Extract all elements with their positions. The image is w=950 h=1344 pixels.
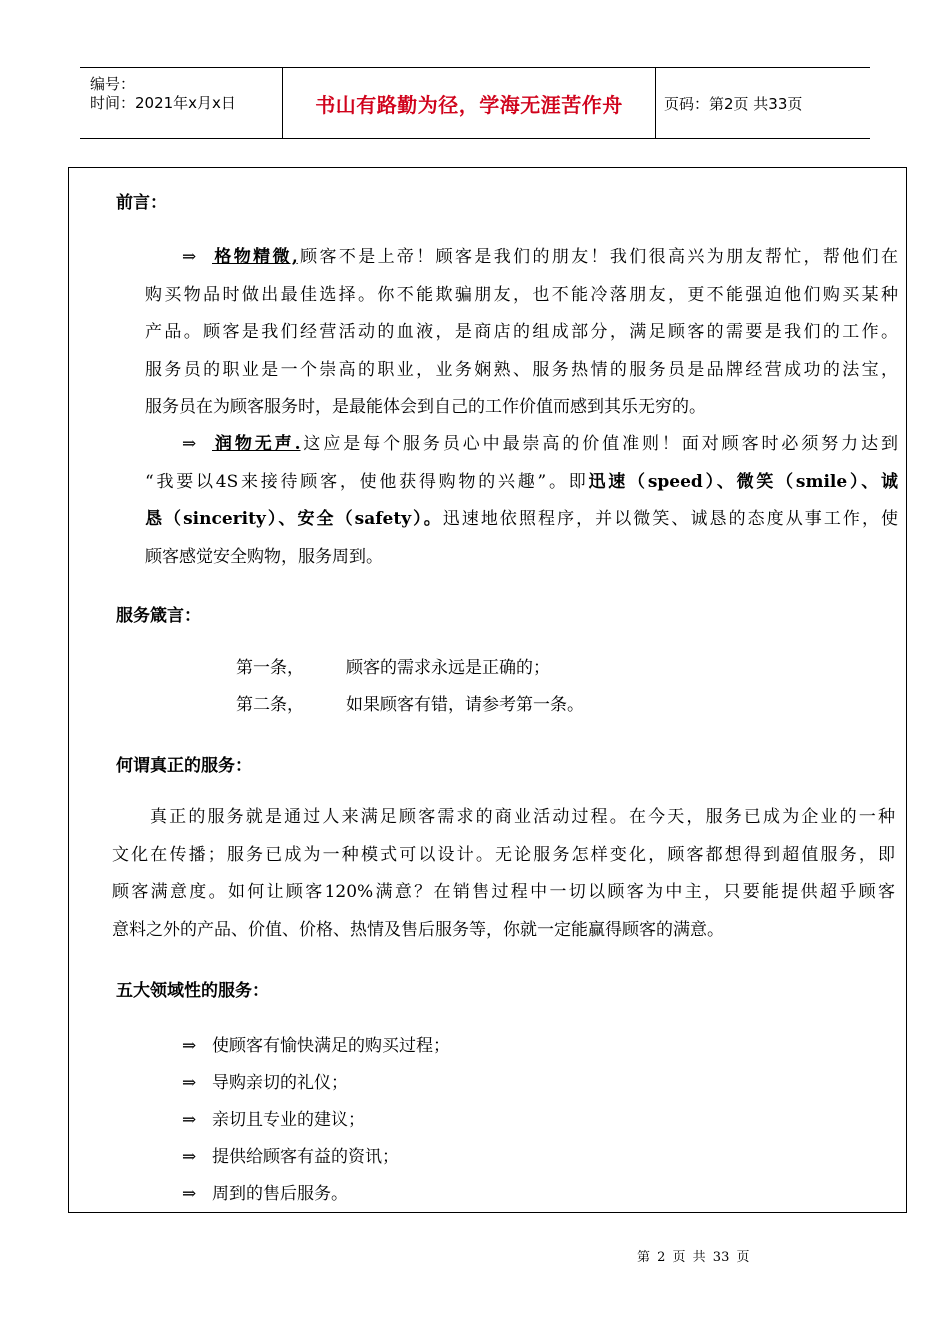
p1-line: 服务员的职业是一个崇高的职业，业务娴熟、服务热情的服务员是品牌经营成功的法宝， bbox=[145, 359, 898, 380]
header-motto-cell bbox=[282, 68, 656, 138]
4s-definition-cont: 恳（sincerity）、安全（safety）。 bbox=[145, 509, 443, 529]
rule-number: 第二条， bbox=[236, 695, 304, 715]
true-service-title: 何谓真正的服务： bbox=[116, 756, 252, 776]
preface-paragraph-1-cont bbox=[145, 277, 898, 427]
preface-paragraph-1 bbox=[182, 239, 898, 277]
rule-text: 顾客的需求永远是正确的； bbox=[346, 658, 550, 678]
p3-line: 意料之外的产品、价值、价格、热情及售后服务等，你就一定能赢得顾客的满意。 bbox=[112, 919, 724, 940]
4s-definition: 迅速（speed）、微笑（smile）、诚 bbox=[588, 471, 898, 492]
arrow-icon: ⇒ bbox=[182, 1036, 197, 1056]
arrow-icon: ⇒ bbox=[182, 434, 197, 454]
true-service-paragraph-first bbox=[150, 799, 895, 837]
list-item: ⇒ 亲切且专业的建议； bbox=[182, 1110, 365, 1130]
motto-title: 服务箴言： bbox=[116, 606, 201, 626]
content-box bbox=[68, 167, 907, 1213]
p2-heading: 润物无声. bbox=[212, 434, 301, 454]
code-label: 编号： bbox=[90, 75, 136, 93]
preface-paragraph-2-cont bbox=[145, 464, 898, 577]
document-header bbox=[80, 67, 870, 139]
page-label: 页码：第2页 共33页 bbox=[664, 94, 803, 113]
page-footer: 第 2 页 共 33 页 bbox=[637, 1250, 750, 1265]
preface-title: 前言： bbox=[116, 193, 167, 213]
time-label: 时间：2021年x月x日 bbox=[90, 94, 236, 112]
p1-line: 产品。顾客是我们经营活动的血液，是商店的组成部分，满足顾客的需要是我们的工作。 bbox=[145, 322, 898, 342]
p3-line: 真正的服务就是通过人来满足顾客需求的商业活动过程。在今天，服务已成为企业的一种 bbox=[150, 807, 895, 827]
p2-line: “我要以4S来接待顾客，使他获得购物的兴趣”。即 bbox=[145, 471, 589, 492]
p2-line: 顾客感觉安全购物，服务周到。 bbox=[145, 546, 383, 567]
arrow-icon: ⇒ bbox=[182, 1110, 197, 1130]
p3-line: 顾客满意度。如何让顾客120%满意？在销售过程中一切以顾客为中主，只要能提供超乎顾客 bbox=[112, 882, 895, 902]
header-left-cell bbox=[80, 68, 282, 138]
list-item: ⇒ 提供给顾客有益的资讯； bbox=[182, 1147, 399, 1167]
p1-line: 顾客不是上帝！顾客是我们的朋友！我们很高兴为朋友帮忙，帮他们在 bbox=[297, 247, 899, 267]
rule-text: 如果顾客有错，请参考第一条。 bbox=[346, 695, 584, 715]
list-item: ⇒ 导购亲切的礼仪； bbox=[182, 1073, 348, 1093]
arrow-icon: ⇒ bbox=[182, 1073, 197, 1093]
p2-line: 这应是每个服务员心中最崇高的价值准则！面对顾客时必须努力达到 bbox=[300, 434, 899, 454]
p2-line: 迅速地依照程序，并以微笑、诚恳的态度从事工作，使 bbox=[442, 509, 898, 529]
true-service-paragraph bbox=[112, 837, 895, 950]
header-page-cell bbox=[656, 68, 870, 138]
list-item: ⇒ 周到的售后服务。 bbox=[182, 1184, 348, 1204]
five-areas-title: 五大领域性的服务： bbox=[116, 981, 269, 1001]
p1-line: 服务员在为顾客服务时，是最能体会到自己的工作价值而感到其乐无穷的。 bbox=[145, 397, 706, 417]
p1-line: 购买物品时做出最佳选择。你不能欺骗朋友，也不能冷落朋友，更不能强迫他们购买某种 bbox=[145, 284, 898, 305]
rule-number: 第一条， bbox=[236, 658, 304, 678]
header-motto: 书山有路勤为径，学海无涯苦作舟 bbox=[315, 92, 623, 117]
arrow-icon: ⇒ bbox=[182, 1147, 197, 1167]
p3-line: 文化在传播；服务已成为一种模式可以设计。无论服务怎样变化，顾客都想得到超值服务，即 bbox=[112, 844, 895, 865]
arrow-icon: ⇒ bbox=[182, 1184, 197, 1204]
p1-heading: 格物精微, bbox=[212, 247, 298, 267]
arrow-icon: ⇒ bbox=[182, 247, 197, 267]
preface-paragraph-2 bbox=[182, 426, 898, 464]
list-item: ⇒ 使顾客有愉快满足的购买过程； bbox=[182, 1036, 450, 1056]
